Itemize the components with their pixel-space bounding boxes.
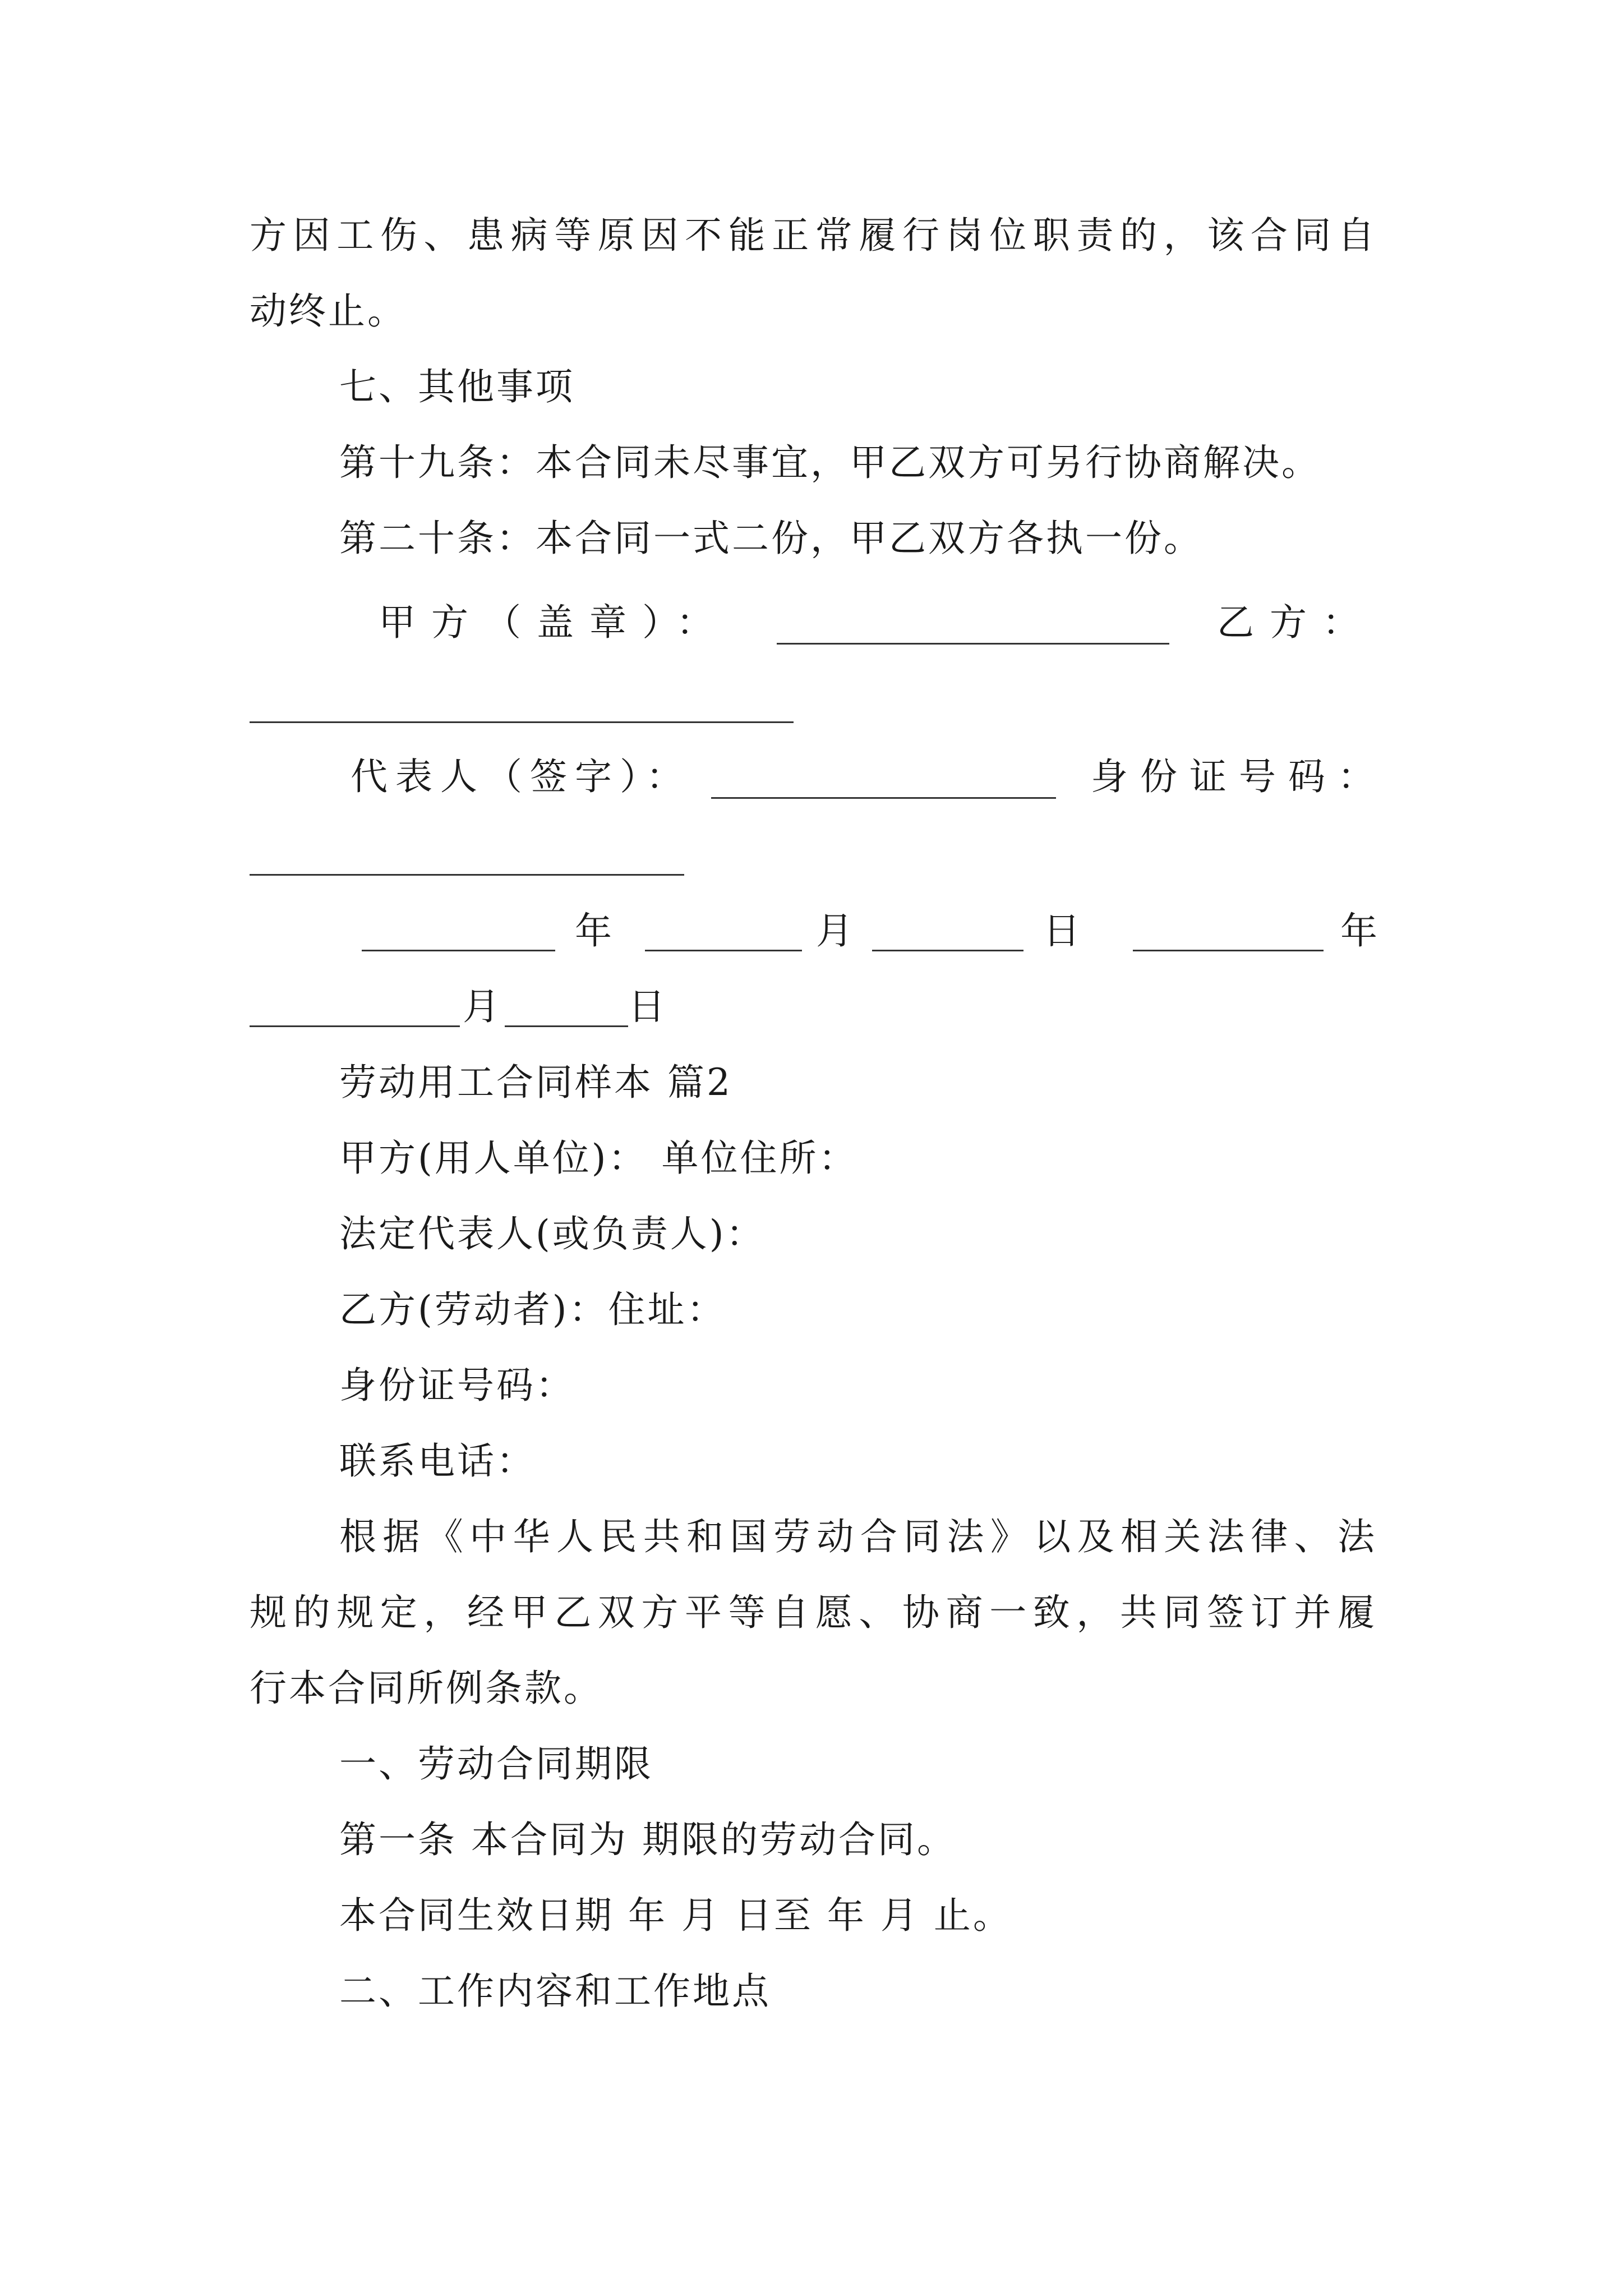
representative-label: 代表人（签字）： xyxy=(351,755,691,798)
date-month-label: 月 xyxy=(463,985,502,1028)
representative-signature-line xyxy=(711,797,1056,799)
party-a-signature-line xyxy=(777,643,1169,645)
article-line: 第一条 本合同为 期限的劳动合同。 xyxy=(339,1818,956,1861)
section-heading: 七、其他事项 xyxy=(339,365,575,408)
party-a-label: 甲方（盖章）： xyxy=(379,601,729,644)
date-a-day-line xyxy=(872,950,1023,951)
article-line: 第二十条：本合同一式二份，甲乙双方各执一份。 xyxy=(339,517,1203,560)
document-title: 劳动用工合同样本 篇2 xyxy=(339,1061,732,1104)
date-a-month-line xyxy=(645,950,802,951)
paragraph-line: 动终止。 xyxy=(250,289,407,333)
id-number-line xyxy=(250,874,684,876)
field-line: 法定代表人(或负责人)： xyxy=(339,1212,766,1255)
date-day-label: 日 xyxy=(1043,909,1082,953)
id-number-label: 身份证号码： xyxy=(1091,755,1387,798)
field-line: 身份证号码： xyxy=(339,1364,575,1407)
section-heading: 二、工作内容和工作地点 xyxy=(339,1970,771,2013)
article-line: 第十九条：本合同未尽事宜，甲乙双方可另行协商解决。 xyxy=(339,441,1321,484)
date-a-year-line xyxy=(362,950,555,951)
date-b-day-line xyxy=(505,1025,628,1027)
paragraph-line: 规的规定，经甲乙双方平等自愿、协商一致，共同签订并履 xyxy=(250,1591,1377,1634)
date-day-label: 日 xyxy=(628,985,667,1028)
section-heading: 一、劳动合同期限 xyxy=(339,1742,653,1786)
paragraph-line: 行本合同所例条款。 xyxy=(250,1667,603,1710)
date-year-label: 年 xyxy=(575,909,614,953)
field-line: 乙方(劳动者)：住址： xyxy=(339,1288,726,1331)
field-line: 联系电话： xyxy=(339,1439,536,1483)
field-line: 甲方(用人单位)： 单位住所： xyxy=(339,1137,858,1180)
date-year-label: 年 xyxy=(1340,909,1380,953)
date-b-month-line xyxy=(250,1025,460,1027)
party-b-signature-line xyxy=(250,721,794,723)
date-month-label: 月 xyxy=(816,909,855,953)
paragraph-line: 方因工伤、患病等原因不能正常履行岗位职责的，该合同自 xyxy=(250,214,1377,257)
paragraph-line: 根据《中华人民共和国劳动合同法》以及相关法律、法 xyxy=(339,1515,1377,1558)
date-b-year-line xyxy=(1133,950,1324,951)
party-b-label: 乙方： xyxy=(1217,601,1375,644)
article-line: 本合同生效日期 年 月 日至 年 月 止。 xyxy=(339,1894,1012,1937)
